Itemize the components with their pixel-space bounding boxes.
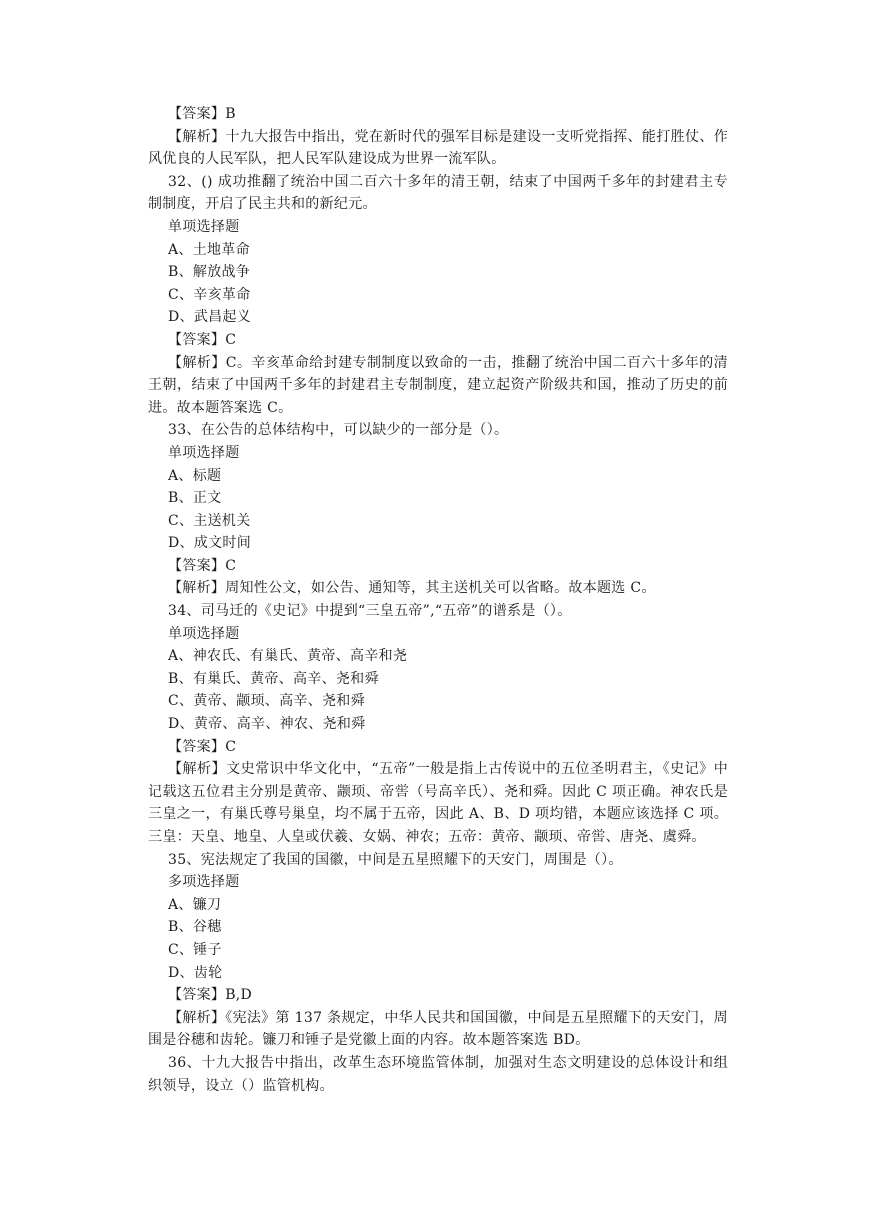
q33-answer: 【答案】C [168, 557, 237, 574]
q32-option-b: B、解放战争 [168, 264, 251, 281]
q35-option-c: C、锤子 [168, 941, 222, 958]
q32-type: 单项选择题 [168, 218, 240, 235]
q34-question: 34、司马迁的《史记》中提到“三皇五帝”,“五帝”的谱系是（）。 [168, 603, 572, 620]
q35-option-d: D、齿轮 [168, 964, 223, 981]
q33-type: 单项选择题 [168, 444, 240, 461]
q32-answer: 【答案】C [168, 331, 237, 348]
q32-option-c: C、辛亥革命 [168, 286, 251, 303]
q32-question: 32、() 成功推翻了统治中国二百六十多年的清王朝，结束了中国两千多年的封建君主专制制度，开启了民主共和的新纪元。 [148, 173, 728, 213]
q34-analysis: 【解析】文史常识中华文化中，“五帝”一般是指上古传说中的五位圣明君主，《史记》中记载这五位君主分别是黄帝、颛顼、帝喾（号高辛氏）、尧和舜。因此 C 项正确。神农氏是三皇之一，有巢氏尊号巢皇，均不属于五帝，因此 A、B、D 项均错，本题应该选择 C 项。三皇：天皇、地皇、人皇或伏羲、女娲、神农；五帝：黄帝、颛顼、帝喾、唐尧、虞舜。 [148, 761, 728, 845]
q33-option-a: A、标题 [168, 467, 222, 484]
q35-answer: 【答案】B,D [168, 987, 253, 1004]
q34-type: 单项选择题 [168, 625, 240, 642]
q32-analysis: 【解析】C。辛亥革命给封建专制制度以致命的一击，推翻了统治中国二百六十多年的清王朝，结束了中国两千多年的封建君主专制制度，建立起资产阶级共和国，推动了历史的前进。故本题答案选 C。 [148, 354, 728, 416]
q35-option-a: A、镰刀 [168, 896, 222, 913]
q32-option-d: D、武昌起义 [168, 309, 252, 326]
q34-option-b: B、有巢氏、黄帝、高辛、尧和舜 [168, 670, 379, 687]
q34-answer: 【答案】C [168, 738, 237, 755]
q35-question: 35、宪法规定了我国的国徽，中间是五星照耀下的天安门，周围是（）。 [168, 851, 623, 868]
q33-option-c: C、主送机关 [168, 512, 251, 529]
q34-option-a: A、神农氏、有巢氏、黄帝、高辛和尧 [168, 648, 408, 665]
q33-option-d: D、成文时间 [168, 535, 252, 552]
q34-option-d: D、黄帝、高辛、神农、尧和舜 [168, 716, 366, 733]
q34-option-c: C、黄帝、颛顼、高辛、尧和舜 [168, 693, 365, 710]
q35-analysis: 【解析】《宪法》第 137 条规定，中华人民共和国国徽，中间是五星照耀下的天安门，周围是谷穗和齿轮。镰刀和锤子是党徽上面的内容。故本题答案选 BD。 [148, 1009, 728, 1049]
q31-answer: 【答案】B [168, 106, 236, 122]
q33-analysis: 【解析】周知性公文，如公告、通知等，其主送机关可以省略。故本题选 C。 [168, 580, 656, 597]
q31-analysis: 【解析】十九大报告中指出，党在新时代的强军目标是建设一支听党指挥、能打胜仗、作风优良的人民军队，把人民军队建设成为世界一流军队。 [148, 128, 728, 168]
q36-question: 36、十九大报告中指出，改革生态环境监管体制，加强对生态文明建设的总体设计和组织领导，设立（）监管机构。 [148, 1054, 728, 1094]
document-page [148, 103, 728, 1097]
q33-question: 33、在公告的总体结构中，可以缺少的一部分是（）。 [168, 422, 509, 439]
q32-option-a: A、土地革命 [168, 241, 250, 258]
q35-option-b: B、谷穗 [168, 919, 222, 936]
q33-option-b: B、正文 [168, 490, 222, 507]
q35-type: 多项选择题 [168, 874, 240, 891]
